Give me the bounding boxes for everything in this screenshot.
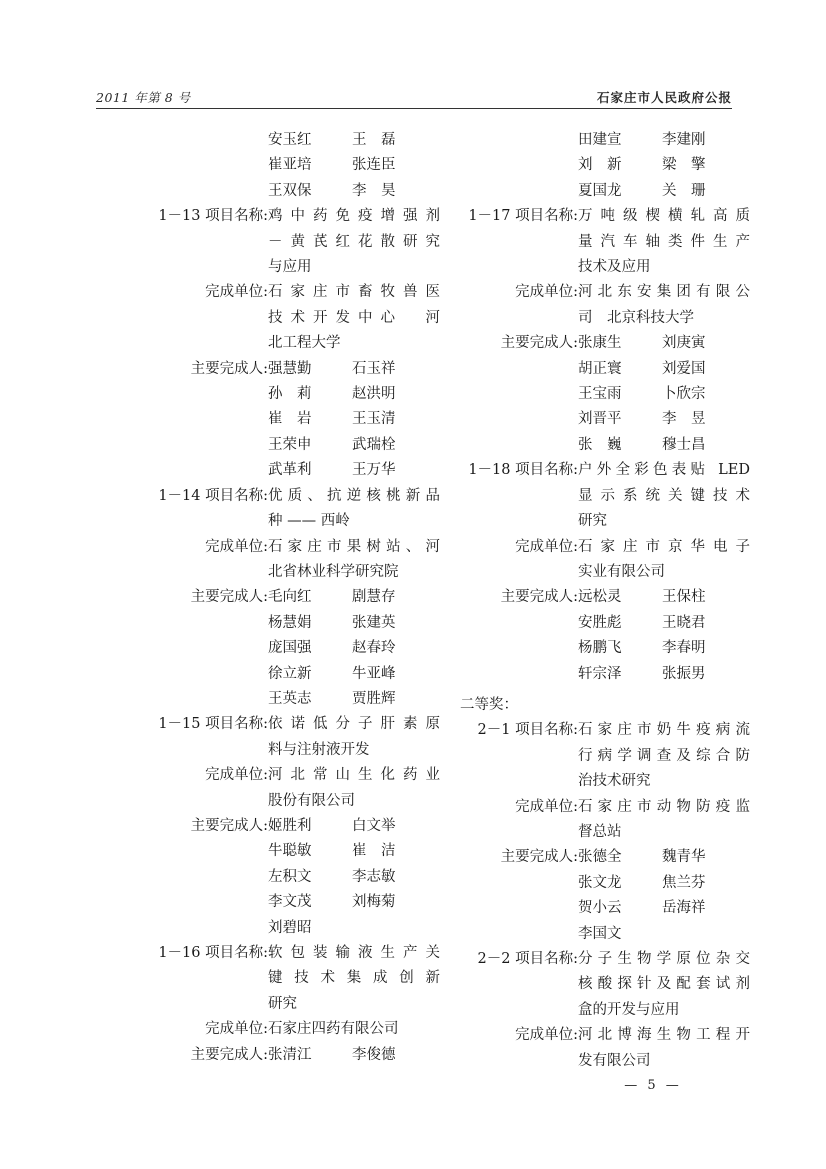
- project-number-label: 1－16 项目名称:: [158, 945, 268, 961]
- contributor-name: 崔亚培: [268, 157, 312, 174]
- contributor-name: 孙 莉: [268, 386, 312, 403]
- contributor-name: 崔 洁: [352, 843, 396, 860]
- field-value-continuation: 北省林业科学研究院: [268, 563, 399, 580]
- field-value: 石家庄四药有限公司: [268, 1021, 399, 1038]
- field-row: [460, 1023, 750, 1048]
- award-entry: [150, 484, 440, 713]
- contributor-name: 刘爱国: [662, 360, 706, 377]
- project-number-label: 1－15 项目名称:: [158, 716, 268, 733]
- contributor-name: 刘 新: [578, 157, 622, 174]
- contributor-name: 李志敏: [352, 868, 396, 885]
- contributor-name: 张建英: [352, 614, 396, 631]
- field-value-continuation: 股份有限公司: [268, 792, 355, 809]
- field-label: 完成单位:: [205, 1021, 268, 1038]
- project-name-row: [460, 458, 750, 483]
- project-name-row: [460, 718, 750, 743]
- contributors-value: [268, 357, 440, 382]
- project-name-row: [150, 712, 440, 737]
- contributors-row: [150, 357, 440, 382]
- field-value-continuation: 研究: [578, 513, 607, 530]
- contributor-row: [460, 871, 750, 896]
- contributor-name: 王晓君: [662, 614, 706, 631]
- project-name-value: 石家庄市奶牛疫病流: [578, 722, 750, 739]
- project-number-label: 1－18 项目名称:: [468, 462, 578, 479]
- contributor-name: 贺小云: [578, 900, 622, 917]
- contributor-name: 王 磊: [352, 132, 396, 148]
- contributors-row: [150, 585, 440, 610]
- project-number-label: 1－14 项目名称:: [158, 487, 268, 504]
- field-row: [150, 1017, 440, 1042]
- contributor-name: 岳海祥: [662, 900, 706, 917]
- contributor-name: 强慧勤: [268, 360, 312, 377]
- contributor-row: [460, 179, 750, 204]
- contributor-name: 张德全: [578, 849, 622, 866]
- field-value-continuation: 量汽车轴类件生产: [578, 233, 750, 250]
- field-value: 河北常山生化药业: [268, 767, 440, 784]
- project-name-value: 软包装输液生产关: [268, 945, 440, 961]
- project-number-label: 1－17 项目名称:: [468, 208, 578, 225]
- contributor-row: [460, 611, 750, 636]
- contributor-name: 焦兰芬: [662, 874, 706, 891]
- contributor-name: 剧慧存: [352, 589, 396, 606]
- contributor-name: 张连臣: [352, 157, 396, 174]
- column-left: [150, 128, 440, 1068]
- contributor-name: 田建宣: [578, 132, 622, 148]
- contributor-name: 安胜彪: [578, 614, 622, 631]
- field-value-continuation: 研究: [268, 995, 297, 1012]
- contributor-row: [150, 407, 440, 432]
- project-name-row: [460, 947, 750, 972]
- contributor-name: 安玉红: [268, 132, 312, 148]
- contributor-name: 魏青华: [662, 849, 706, 866]
- contributor-name: 杨鹏飞: [578, 640, 622, 657]
- contributor-name: 姬胜利: [268, 817, 312, 834]
- contributors-label: 主要完成人:: [500, 335, 578, 352]
- field-row: [150, 280, 440, 305]
- contributor-row: [150, 636, 440, 661]
- award-entry: [460, 458, 750, 687]
- contributor-row: [150, 179, 440, 204]
- contributor-row: [150, 382, 440, 407]
- contributor-name: 杨慧娟: [268, 614, 312, 631]
- field-value-continuation: 治技术研究: [578, 773, 651, 790]
- field-value: 石家庄市动物防疫监: [578, 798, 750, 815]
- contributor-row: [150, 662, 440, 687]
- contributor-name: 远松灵: [578, 589, 622, 606]
- contributor-name: 刘碧昭: [268, 919, 312, 936]
- contributor-name: 赵洪明: [352, 386, 396, 403]
- contributor-name: 王英志: [268, 690, 312, 707]
- contributor-name: 白文举: [352, 817, 396, 834]
- field-value-continuation: 核酸探针及配套试剂: [578, 976, 750, 993]
- contributors-row: [460, 585, 750, 610]
- field-row: [460, 795, 750, 820]
- project-name-value: 依诺低分子肝素原: [268, 716, 440, 733]
- contributor-name: 李俊德: [352, 1046, 396, 1063]
- contributors-value: [268, 814, 440, 839]
- contributor-name: 崔 岩: [268, 411, 312, 428]
- contributor-name: 李建刚: [662, 132, 706, 148]
- contributor-name: 张 巍: [578, 436, 622, 453]
- contributor-name: 刘梅菊: [352, 894, 396, 911]
- project-name-row: [460, 204, 750, 229]
- field-value-continuation: 键技术集成创新: [268, 970, 440, 987]
- field-value-continuation: 行病学调查及综合防: [578, 747, 750, 764]
- field-value-continuation: 与应用: [268, 259, 312, 276]
- contributor-row: [460, 128, 750, 153]
- project-number-label: 2－1 项目名称:: [477, 722, 578, 739]
- project-name-value: 万吨级楔横轧高质: [578, 208, 750, 225]
- contributors-value: [268, 1043, 440, 1068]
- award-entry: [460, 204, 750, 458]
- page-footer: [0, 1078, 826, 1093]
- contributor-name: 王宝雨: [578, 386, 622, 403]
- field-value: 石家庄市果树站、河: [268, 538, 440, 555]
- contributors-row: [150, 814, 440, 839]
- field-value-continuation: 盒的开发与应用: [578, 1001, 680, 1018]
- contributor-row: [460, 922, 750, 947]
- contributor-name: 赵春玲: [352, 640, 396, 657]
- project-name-row: [150, 484, 440, 509]
- contributor-name: 胡正寰: [578, 360, 622, 377]
- contributor-row: [150, 890, 440, 915]
- contributors-row: [460, 331, 750, 356]
- field-label: 完成单位:: [515, 1027, 578, 1044]
- contributor-row: [150, 153, 440, 178]
- field-value-continuation: 种 —— 西岭: [268, 513, 350, 530]
- contributor-name: 武革利: [268, 462, 312, 479]
- project-number-label: 2－2 项目名称:: [477, 951, 578, 967]
- award-entry: [460, 947, 750, 1074]
- field-value-continuation: 料与注射液开发: [268, 741, 370, 758]
- field-value: 河北东安集团有限公: [578, 284, 750, 301]
- contributor-name: 李 昱: [662, 411, 706, 428]
- project-name-row: [150, 941, 440, 966]
- contributor-name: 徐立新: [268, 665, 312, 682]
- field-value: 河北博海生物工程开: [578, 1027, 750, 1044]
- contributors-value: [578, 585, 750, 610]
- contributor-name: 李文茂: [268, 894, 312, 911]
- field-value-continuation: 技术开发中心 河: [268, 309, 440, 326]
- field-value-continuation: 北工程大学: [268, 335, 341, 352]
- field-row: [460, 280, 750, 305]
- field-row: [460, 535, 750, 560]
- contributors-label: 主要完成人:: [190, 817, 268, 834]
- contributor-row: [150, 916, 440, 941]
- contributor-name: 关 珊: [662, 182, 706, 199]
- contributors-row: [460, 845, 750, 870]
- contributor-name: 石玉祥: [352, 360, 396, 377]
- contributor-name: 牛聪敏: [268, 843, 312, 860]
- field-value: 石家庄市京华电子: [578, 538, 750, 555]
- contributor-name: 王玉清: [352, 411, 396, 428]
- field-value-continuation: 实业有限公司: [578, 563, 665, 580]
- contributors-label: 主要完成人:: [190, 589, 268, 606]
- contributor-name: 梁 擎: [662, 157, 706, 174]
- header-rule: [96, 108, 732, 109]
- field-label: 完成单位:: [205, 538, 268, 555]
- contributor-name: 李国文: [578, 925, 622, 942]
- contributor-name: 轩宗泽: [578, 665, 622, 682]
- contributor-name: 张文龙: [578, 874, 622, 891]
- field-row: [150, 763, 440, 788]
- contributors-label: 主要完成人:: [190, 1046, 268, 1063]
- page-header: [96, 88, 732, 106]
- contributor-name: 夏国龙: [578, 182, 622, 199]
- contributor-row: [150, 458, 440, 483]
- project-name-value: 分子生物学原位杂交: [578, 951, 750, 967]
- contributor-name: 左积文: [268, 868, 312, 885]
- contributor-row: [460, 153, 750, 178]
- project-name-value: 户外全彩色表贴 LED: [578, 462, 750, 479]
- field-label: 完成单位:: [515, 798, 578, 815]
- contributor-name: 李春明: [662, 640, 706, 657]
- contributor-name: 王双保: [268, 182, 312, 199]
- contributors-label: 主要完成人:: [500, 589, 578, 606]
- contributor-name: 刘庚寅: [662, 335, 706, 352]
- contributors-label: 主要完成人:: [190, 360, 268, 377]
- contributor-name: 牛亚峰: [352, 665, 396, 682]
- contributor-row: [460, 896, 750, 921]
- contributor-name: 庞国强: [268, 640, 312, 657]
- field-value-continuation: 显示系统关键技术: [578, 487, 750, 504]
- section-heading: 二等奖：: [460, 696, 518, 713]
- contributor-name: 武瑞栓: [352, 436, 396, 453]
- project-number-label: 1－13 项目名称:: [158, 208, 268, 225]
- contributor-name: 张康生: [578, 335, 622, 352]
- field-label: 完成单位:: [515, 538, 578, 555]
- project-name-value: 优质、抗逆核桃新品: [268, 487, 440, 504]
- header-issue: 2011 年第 8 号: [96, 90, 191, 105]
- field-value-continuation: 技术及应用: [578, 259, 651, 276]
- contributor-row: [150, 865, 440, 890]
- contributor-name: 王保柱: [662, 589, 706, 606]
- contributor-name: 李 昊: [352, 182, 396, 199]
- contributor-name: 张振男: [662, 665, 706, 682]
- field-value: 石家庄市畜牧兽医: [268, 284, 440, 301]
- field-value-continuation: 督总站: [578, 823, 622, 840]
- contributor-row: [460, 407, 750, 432]
- contributor-name: 贾胜辉: [352, 690, 396, 707]
- page-number: — 5 —: [624, 1078, 682, 1093]
- field-value-continuation: 发有限公司: [578, 1052, 651, 1069]
- contributor-row: [150, 687, 440, 712]
- contributor-row: [460, 357, 750, 382]
- contributor-name: 穆士昌: [662, 436, 706, 453]
- contributor-row: [150, 128, 440, 153]
- field-label: 完成单位:: [515, 284, 578, 301]
- contributor-name: 卜欣宗: [662, 386, 706, 403]
- award-entry: [150, 941, 440, 1068]
- contributors-label: 主要完成人:: [500, 849, 578, 866]
- award-entry: [150, 712, 440, 941]
- field-row: [150, 535, 440, 560]
- contributor-row: [150, 611, 440, 636]
- column-right: [460, 128, 750, 1074]
- project-name-row: [150, 204, 440, 229]
- contributor-row: [460, 433, 750, 458]
- contributor-row: [460, 662, 750, 687]
- header-title: 石家庄市人民政府公报: [596, 90, 732, 105]
- contributor-row: [460, 382, 750, 407]
- award-entry: [150, 204, 440, 483]
- field-value-continuation: 司 北京科技大学: [578, 309, 694, 326]
- contributors-value: [578, 845, 750, 870]
- field-label: 完成单位:: [205, 284, 268, 301]
- contributor-row: [460, 636, 750, 661]
- award-entry: [460, 718, 750, 947]
- contributor-name: 毛向红: [268, 589, 312, 606]
- contributors-value: [578, 331, 750, 356]
- contributor-name: 刘晋平: [578, 411, 622, 428]
- contributor-row: [150, 839, 440, 864]
- contributor-name: 张清江: [268, 1046, 312, 1063]
- project-name-value: 鸡中药免疫增强剂: [268, 208, 440, 225]
- contributor-name: 王荣申: [268, 436, 312, 453]
- contributor-name: 王万华: [352, 462, 396, 479]
- contributor-row: [150, 433, 440, 458]
- contributors-row: [150, 1043, 440, 1068]
- contributors-value: [268, 585, 440, 610]
- field-label: 完成单位:: [205, 767, 268, 784]
- field-value-continuation: －黄芪红花散研究: [268, 233, 440, 250]
